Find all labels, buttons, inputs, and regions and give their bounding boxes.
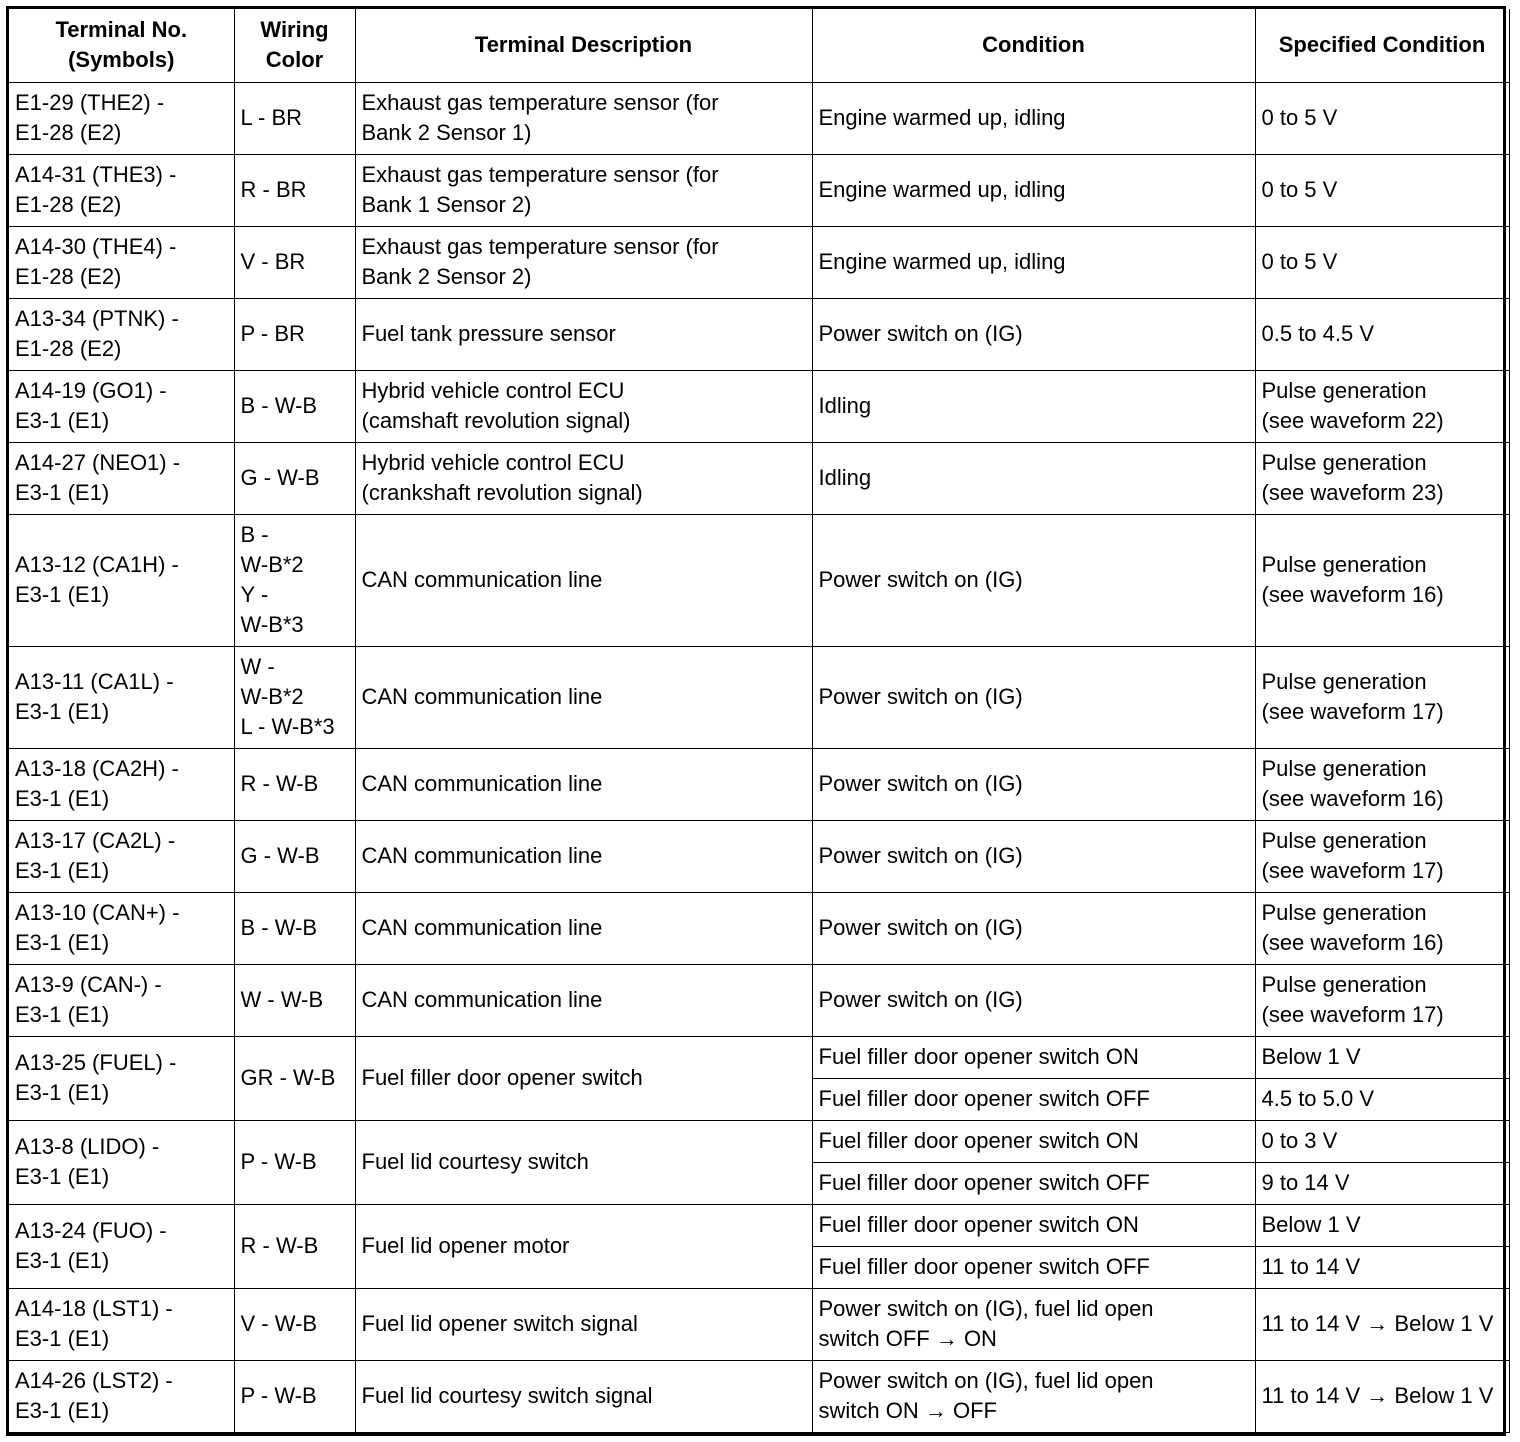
cell-line: A14-19 (GO1) - (15, 378, 167, 404)
cell-line: A13-34 (PTNK) - (15, 306, 179, 332)
cell-line: E3-1 (E1) (15, 1164, 110, 1190)
cell-line: Fuel lid courtesy switch signal (361, 1383, 653, 1409)
description-cell (355, 1360, 812, 1432)
cell-line: (see waveform 17) (1261, 699, 1444, 725)
description-cell (355, 442, 812, 514)
cell-line: A13-11 (CA1L) - (15, 669, 174, 695)
cell-line: Pulse generation (1261, 669, 1427, 695)
wiring-color-cell (234, 748, 355, 820)
condition-cell (812, 1162, 1255, 1204)
cell-line: Pulse generation (1261, 450, 1427, 476)
cell-line: Power switch on (IG), fuel lid open (818, 1296, 1154, 1322)
cell-line: Fuel filler door opener switch ON (818, 1044, 1139, 1070)
cell-line: E3-1 (E1) (15, 1326, 110, 1352)
cell-line: (see waveform 17) (1261, 1002, 1444, 1028)
table-row (9, 1204, 1509, 1246)
cell-line: Engine warmed up, idling (818, 177, 1066, 203)
terminal-cell (9, 1204, 234, 1288)
cell-line: Fuel filler door opener switch ON (818, 1212, 1139, 1238)
cell-line: 11 to 14 V → Below 1 V (1261, 1311, 1494, 1337)
condition-cell (812, 298, 1255, 370)
cell-line: A13-12 (CA1H) - (15, 552, 179, 578)
terminal-cell (9, 748, 234, 820)
specified-condition-cell (1255, 298, 1509, 370)
table-row (9, 748, 1509, 820)
cell-line: Fuel filler door opener switch OFF (818, 1254, 1150, 1280)
specified-condition-cell (1255, 370, 1509, 442)
wiring-color-cell (234, 370, 355, 442)
specified-condition-cell (1255, 820, 1509, 892)
cell-line: (see waveform 16) (1261, 930, 1444, 956)
cell-line: B - (240, 522, 269, 548)
cell-line: Power switch on (IG) (818, 321, 1023, 347)
wiring-color-cell (234, 820, 355, 892)
description-cell (355, 226, 812, 298)
condition-cell (812, 1288, 1255, 1360)
cell-line: E3-1 (E1) (15, 786, 110, 812)
cell-line: W-B*2 (240, 684, 304, 710)
cell-line: 0 to 5 V (1261, 177, 1338, 203)
cell-line: A14-26 (LST2) - (15, 1368, 173, 1394)
wiring-color-cell (234, 1036, 355, 1120)
cell-line: E3-1 (E1) (15, 1002, 110, 1028)
description-cell (355, 514, 812, 646)
description-cell (355, 820, 812, 892)
condition-cell (812, 1360, 1255, 1432)
cell-line: Hybrid vehicle control ECU (361, 378, 625, 404)
cell-line: A13-9 (CAN-) - (15, 972, 162, 998)
cell-line: R - W-B (240, 1233, 319, 1259)
cell-line: (crankshaft revolution signal) (361, 480, 643, 506)
specified-condition-cell (1255, 1204, 1509, 1246)
header-specified-condition: Specified Condition (1255, 9, 1509, 82)
cell-line: Power switch on (IG) (818, 987, 1023, 1013)
terminal-cell (9, 892, 234, 964)
table-row (9, 1288, 1509, 1360)
condition-cell (812, 442, 1255, 514)
specified-condition-cell (1255, 1036, 1509, 1078)
cell-line: L - BR (240, 105, 303, 131)
terminal-cell (9, 1360, 234, 1432)
cell-line: 4.5 to 5.0 V (1261, 1086, 1375, 1112)
wiring-color-cell (234, 646, 355, 748)
cell-line: B - W-B (240, 393, 318, 419)
table-row (9, 820, 1509, 892)
cell-line: Fuel filler door opener switch OFF (818, 1170, 1150, 1196)
wiring-color-cell (234, 154, 355, 226)
cell-line: Power switch on (IG), fuel lid open (818, 1368, 1154, 1394)
header-row (9, 9, 1509, 82)
cell-line: (see waveform 17) (1261, 858, 1444, 884)
specified-condition-cell (1255, 748, 1509, 820)
terminal-cell (9, 82, 234, 154)
condition-cell (812, 154, 1255, 226)
cell-line: Hybrid vehicle control ECU (361, 450, 625, 476)
cell-line: E3-1 (E1) (15, 582, 110, 608)
wiring-color-cell (234, 964, 355, 1036)
header-terminal: Terminal No. (Symbols) (9, 9, 234, 82)
cell-line: E1-28 (E2) (15, 336, 122, 362)
specified-condition-cell (1255, 1246, 1509, 1288)
cell-line: L - W-B*3 (240, 714, 335, 740)
cell-line: CAN communication line (361, 771, 603, 797)
cell-line: Idling (818, 393, 872, 419)
cell-line: E3-1 (E1) (15, 1080, 110, 1106)
header-condition: Condition (812, 9, 1255, 82)
cell-line: E3-1 (E1) (15, 699, 110, 725)
specified-condition-cell (1255, 82, 1509, 154)
cell-line: CAN communication line (361, 915, 603, 941)
terminal-cell (9, 820, 234, 892)
cell-line: R - W-B (240, 771, 319, 797)
condition-cell (812, 226, 1255, 298)
wiring-color-cell (234, 298, 355, 370)
cell-line: 0 to 3 V (1261, 1128, 1338, 1154)
specified-condition-cell (1255, 226, 1509, 298)
cell-line: Pulse generation (1261, 552, 1427, 578)
wiring-color-cell (234, 1204, 355, 1288)
cell-line: A14-18 (LST1) - (15, 1296, 173, 1322)
wiring-color-cell (234, 442, 355, 514)
table-row (9, 442, 1509, 514)
cell-line: Pulse generation (1261, 756, 1427, 782)
specified-condition-cell (1255, 514, 1509, 646)
cell-line: Fuel tank pressure sensor (361, 321, 616, 347)
condition-cell (812, 1036, 1255, 1078)
cell-line: (see waveform 23) (1261, 480, 1444, 506)
terminal-cell (9, 964, 234, 1036)
cell-line: G - W-B (240, 843, 320, 869)
terminal-cell (9, 1288, 234, 1360)
description-cell (355, 748, 812, 820)
terminal-cell (9, 1036, 234, 1120)
cell-line: Exhaust gas temperature sensor (for (361, 234, 719, 260)
condition-cell (812, 370, 1255, 442)
table-row (9, 514, 1509, 646)
cell-line: (see waveform 22) (1261, 408, 1444, 434)
specified-condition-cell (1255, 892, 1509, 964)
condition-cell (812, 646, 1255, 748)
specified-condition-cell (1255, 442, 1509, 514)
cell-line: CAN communication line (361, 987, 603, 1013)
table-row (9, 370, 1509, 442)
terminal-cell (9, 370, 234, 442)
cell-line: Pulse generation (1261, 378, 1427, 404)
wiring-color-cell (234, 1120, 355, 1204)
cell-line: W - (240, 654, 275, 680)
cell-line: 11 to 14 V → Below 1 V (1261, 1383, 1494, 1409)
header-wiring-color: Wiring Color (234, 9, 355, 82)
specified-condition-cell (1255, 1162, 1509, 1204)
cell-line: Fuel filler door opener switch OFF (818, 1086, 1150, 1112)
description-cell (355, 1288, 812, 1360)
cell-line: W-B*2 (240, 552, 304, 578)
description-cell (355, 892, 812, 964)
table-row (9, 226, 1509, 298)
cell-line: Exhaust gas temperature sensor (for (361, 162, 719, 188)
wiring-color-cell (234, 1360, 355, 1432)
cell-line: Below 1 V (1261, 1212, 1361, 1238)
description-cell (355, 964, 812, 1036)
cell-line: P - W-B (240, 1383, 317, 1409)
wiring-color-cell (234, 514, 355, 646)
terminal-table (9, 9, 1510, 1433)
table-row (9, 1120, 1509, 1162)
cell-line: E1-28 (E2) (15, 192, 122, 218)
cell-line: Fuel lid courtesy switch (361, 1149, 589, 1175)
cell-line: Below 1 V (1261, 1044, 1361, 1070)
wiring-color-cell (234, 892, 355, 964)
cell-line: R - BR (240, 177, 307, 203)
description-cell (355, 1120, 812, 1204)
terminal-table-sheet (6, 6, 1506, 1436)
cell-line: A13-18 (CA2H) - (15, 756, 179, 782)
cell-line: Fuel lid opener switch signal (361, 1311, 638, 1337)
condition-cell (812, 1120, 1255, 1162)
description-cell (355, 82, 812, 154)
condition-cell (812, 514, 1255, 646)
cell-line: E3-1 (E1) (15, 480, 110, 506)
cell-line: Exhaust gas temperature sensor (for (361, 90, 719, 116)
specified-condition-cell (1255, 646, 1509, 748)
cell-line: 0.5 to 4.5 V (1261, 321, 1375, 347)
cell-line: E3-1 (E1) (15, 858, 110, 884)
description-cell (355, 1036, 812, 1120)
cell-line: CAN communication line (361, 567, 603, 593)
cell-line: E3-1 (E1) (15, 408, 110, 434)
cell-line: Fuel lid opener motor (361, 1233, 570, 1259)
cell-line: E1-28 (E2) (15, 120, 122, 146)
table-row (9, 154, 1509, 226)
table-row (9, 298, 1509, 370)
terminal-cell (9, 646, 234, 748)
table-row (9, 82, 1509, 154)
cell-line: Fuel filler door opener switch (361, 1065, 643, 1091)
table-row (9, 964, 1509, 1036)
cell-line: Power switch on (IG) (818, 567, 1023, 593)
description-cell (355, 646, 812, 748)
cell-line: P - BR (240, 321, 305, 347)
cell-line: switch ON → OFF (818, 1398, 997, 1424)
table-row (9, 1360, 1509, 1432)
cell-line: GR - W-B (240, 1065, 336, 1091)
cell-line: Power switch on (IG) (818, 915, 1023, 941)
cell-line: 11 to 14 V (1261, 1254, 1361, 1280)
cell-line: switch OFF → ON (818, 1326, 997, 1352)
cell-line: A13-25 (FUEL) - (15, 1050, 177, 1076)
specified-condition-cell (1255, 1078, 1509, 1120)
cell-line: Engine warmed up, idling (818, 249, 1066, 275)
cell-line: Idling (818, 465, 872, 491)
terminal-cell (9, 514, 234, 646)
terminal-cell (9, 154, 234, 226)
cell-line: Bank 2 Sensor 1) (361, 120, 532, 146)
condition-cell (812, 892, 1255, 964)
cell-line: Pulse generation (1261, 900, 1427, 926)
cell-line: E1-28 (E2) (15, 264, 122, 290)
description-cell (355, 298, 812, 370)
cell-line: G - W-B (240, 465, 320, 491)
wiring-color-cell (234, 1288, 355, 1360)
specified-condition-cell (1255, 1360, 1509, 1432)
cell-line: E3-1 (E1) (15, 1248, 110, 1274)
cell-line: B - W-B (240, 915, 318, 941)
cell-line: 9 to 14 V (1261, 1170, 1350, 1196)
cell-line: Bank 1 Sensor 2) (361, 192, 532, 218)
cell-line: Pulse generation (1261, 972, 1427, 998)
cell-line: 0 to 5 V (1261, 249, 1338, 275)
cell-line: Y - (240, 582, 269, 608)
wiring-color-cell (234, 82, 355, 154)
table-row (9, 1036, 1509, 1078)
cell-line: Fuel filler door opener switch ON (818, 1128, 1139, 1154)
cell-line: A13-24 (FUO) - (15, 1218, 167, 1244)
cell-line: Power switch on (IG) (818, 684, 1023, 710)
cell-line: A13-17 (CA2L) - (15, 828, 176, 854)
table-row (9, 646, 1509, 748)
terminal-cell (9, 1120, 234, 1204)
condition-cell (812, 820, 1255, 892)
cell-line: W-B*3 (240, 612, 304, 638)
cell-line: (camshaft revolution signal) (361, 408, 631, 434)
condition-cell (812, 1078, 1255, 1120)
table-row (9, 892, 1509, 964)
cell-line: CAN communication line (361, 684, 603, 710)
condition-cell (812, 82, 1255, 154)
cell-line: CAN communication line (361, 843, 603, 869)
condition-cell (812, 1204, 1255, 1246)
specified-condition-cell (1255, 1288, 1509, 1360)
condition-cell (812, 964, 1255, 1036)
cell-line: A14-31 (THE3) - (15, 162, 177, 188)
cell-line: A13-10 (CAN+) - (15, 900, 180, 926)
description-cell (355, 1204, 812, 1288)
cell-line: (see waveform 16) (1261, 582, 1444, 608)
cell-line: (see waveform 16) (1261, 786, 1444, 812)
cell-line: Power switch on (IG) (818, 771, 1023, 797)
cell-line: A14-30 (THE4) - (15, 234, 177, 260)
terminal-cell (9, 442, 234, 514)
header-description: Terminal Description (355, 9, 812, 82)
cell-line: E3-1 (E1) (15, 1398, 110, 1424)
terminal-cell (9, 226, 234, 298)
cell-line: W - W-B (240, 987, 324, 1013)
description-cell (355, 154, 812, 226)
cell-line: P - W-B (240, 1149, 317, 1175)
specified-condition-cell (1255, 964, 1509, 1036)
specified-condition-cell (1255, 154, 1509, 226)
cell-line: Engine warmed up, idling (818, 105, 1066, 131)
description-cell (355, 370, 812, 442)
cell-line: V - W-B (240, 1311, 318, 1337)
cell-line: V - BR (240, 249, 306, 275)
cell-line: Power switch on (IG) (818, 843, 1023, 869)
cell-line: A14-27 (NEO1) - (15, 450, 181, 476)
cell-line: Pulse generation (1261, 828, 1427, 854)
cell-line: A13-8 (LIDO) - (15, 1134, 160, 1160)
condition-cell (812, 1246, 1255, 1288)
cell-line: Bank 2 Sensor 2) (361, 264, 532, 290)
cell-line: E3-1 (E1) (15, 930, 110, 956)
terminal-cell (9, 298, 234, 370)
cell-line: E1-29 (THE2) - (15, 90, 165, 116)
cell-line: 0 to 5 V (1261, 105, 1338, 131)
specified-condition-cell (1255, 1120, 1509, 1162)
wiring-color-cell (234, 226, 355, 298)
condition-cell (812, 748, 1255, 820)
